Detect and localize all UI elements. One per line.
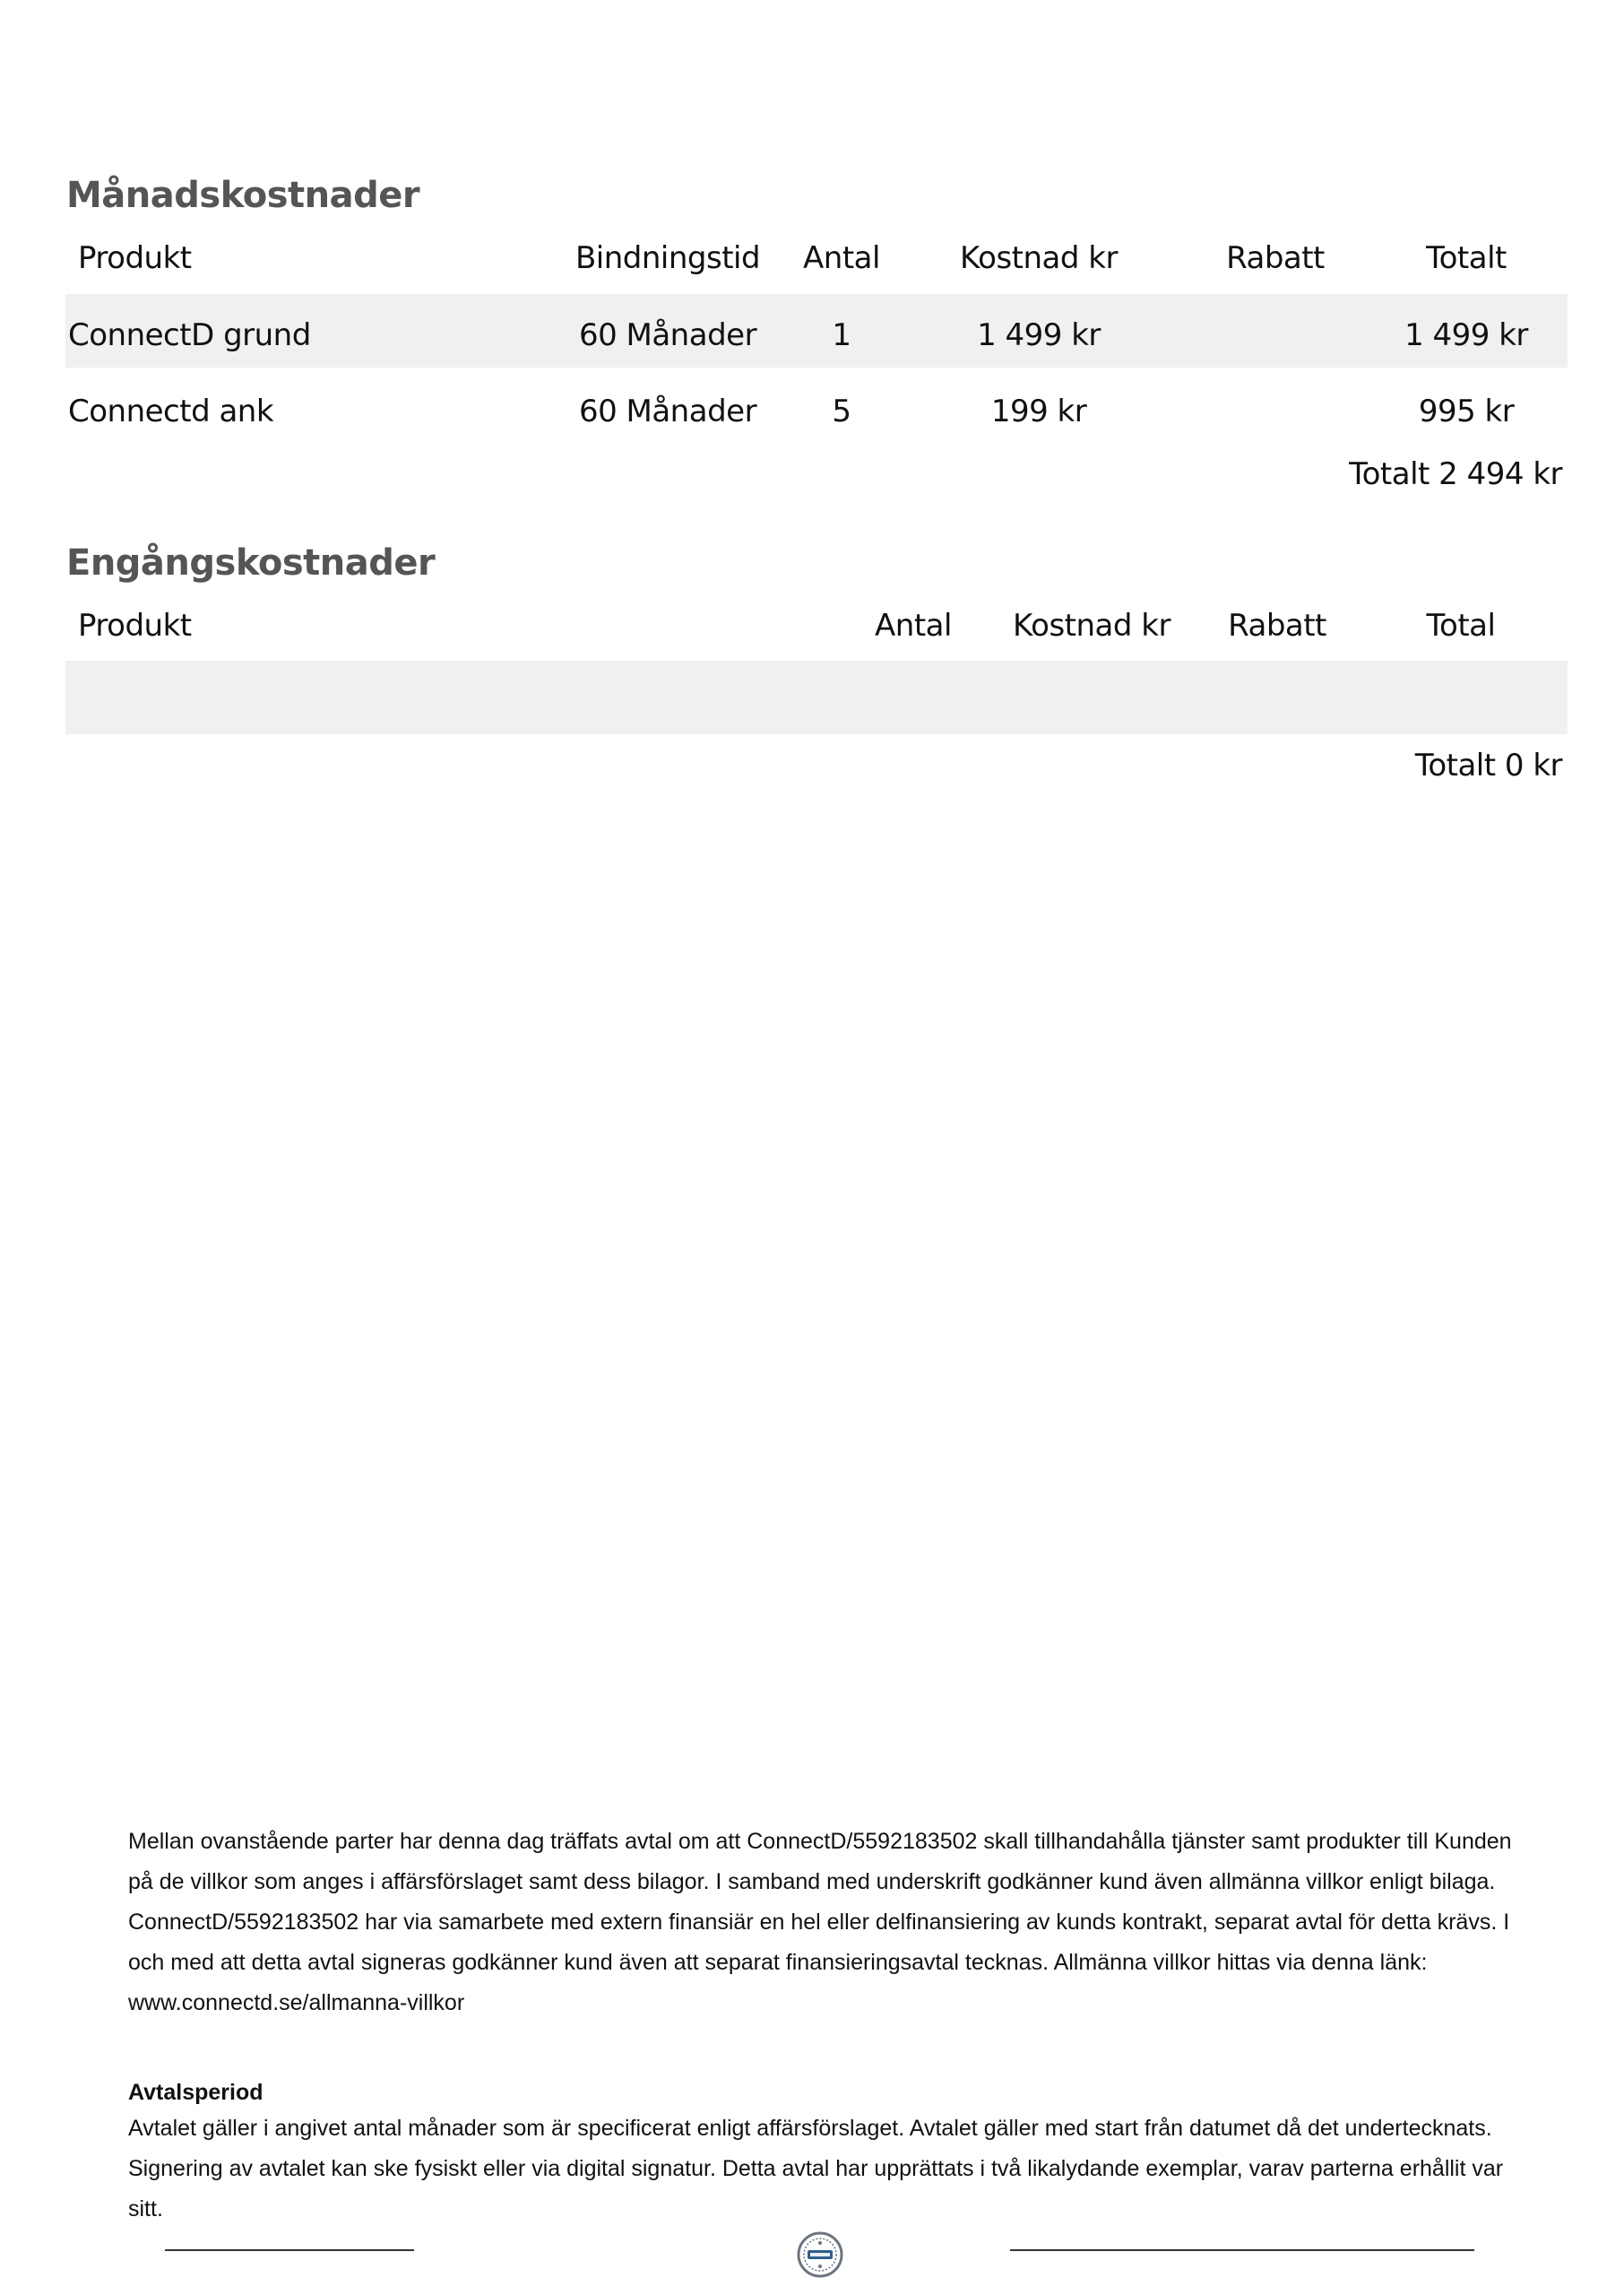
monthly-sum: Totalt 2 494 kr: [1349, 456, 1562, 492]
row-cost: 1 499 kr: [977, 317, 1101, 353]
row-binding: 60 Månader: [578, 317, 757, 353]
table-row-empty: [65, 661, 1568, 734]
header-product: Produkt: [78, 240, 192, 276]
header-cost: Kostnad kr: [960, 240, 1118, 276]
monthly-costs-title: Månadskostnader: [66, 175, 420, 216]
agreement-paragraph: Mellan ovanstående parter har denna dag träffats avtal om att ConnectD/5592183502 skall tillhandahålla tjänster samt produkter till Kunden på de villkor som anges i affärsförslaget samt dess bilagor. I samband med underskrift godkänner kund även allmänna villkor enligt bilaga. ConnectD/5592183502 har via samarbete med extern finansiär en hel eller delfinansiering av kunds kontrakt, separat avtal för detta krävs. I och med att detta avtal signeras godkänner kund även att separat finansieringsavtal tecknas. Allmänna villkor hittas via denna länk: www.connectd.se/allmanna-villkor: [128, 1829, 1512, 2015]
certification-seal-icon: [797, 2231, 843, 2278]
header-total: Totalt: [1426, 240, 1507, 276]
row-product: ConnectD grund: [68, 317, 311, 353]
row-total: 1 499 kr: [1404, 317, 1528, 353]
row-qty: 1: [832, 317, 851, 353]
header-cost: Kostnad kr: [1013, 608, 1170, 644]
period-title: Avtalsperiod: [128, 2080, 263, 2105]
header-total: Total: [1426, 608, 1496, 644]
signature-line-left: [165, 2249, 414, 2251]
row-product: Connectd ank: [68, 394, 274, 429]
oneoff-sum: Totalt 0 kr: [1414, 748, 1562, 784]
row-cost: 199 kr: [990, 394, 1087, 429]
row-total: 995 kr: [1418, 394, 1515, 429]
oneoff-costs-title: Engångskostnader: [66, 542, 436, 584]
period-paragraph: Avtalet gäller i angivet antal månader som är specificerat enligt affärsförslaget. Avtalet gäller med start från datumet då det undertecknats. Signering av avtalet kan ske fysiskt eller via digital signatur. Detta avtal har upprättats i två likalydande exemplar, varav parterna erhållit var sitt.: [128, 2116, 1504, 2221]
header-product: Produkt: [78, 608, 192, 644]
row-qty: 5: [832, 394, 851, 429]
signature-line-right: [1010, 2249, 1474, 2251]
header-discount: Rabatt: [1226, 240, 1325, 276]
header-qty: Antal: [803, 240, 880, 276]
header-qty: Antal: [875, 608, 952, 644]
header-discount: Rabatt: [1228, 608, 1326, 644]
row-binding: 60 Månader: [578, 394, 757, 429]
header-binding: Bindningstid: [574, 240, 761, 276]
